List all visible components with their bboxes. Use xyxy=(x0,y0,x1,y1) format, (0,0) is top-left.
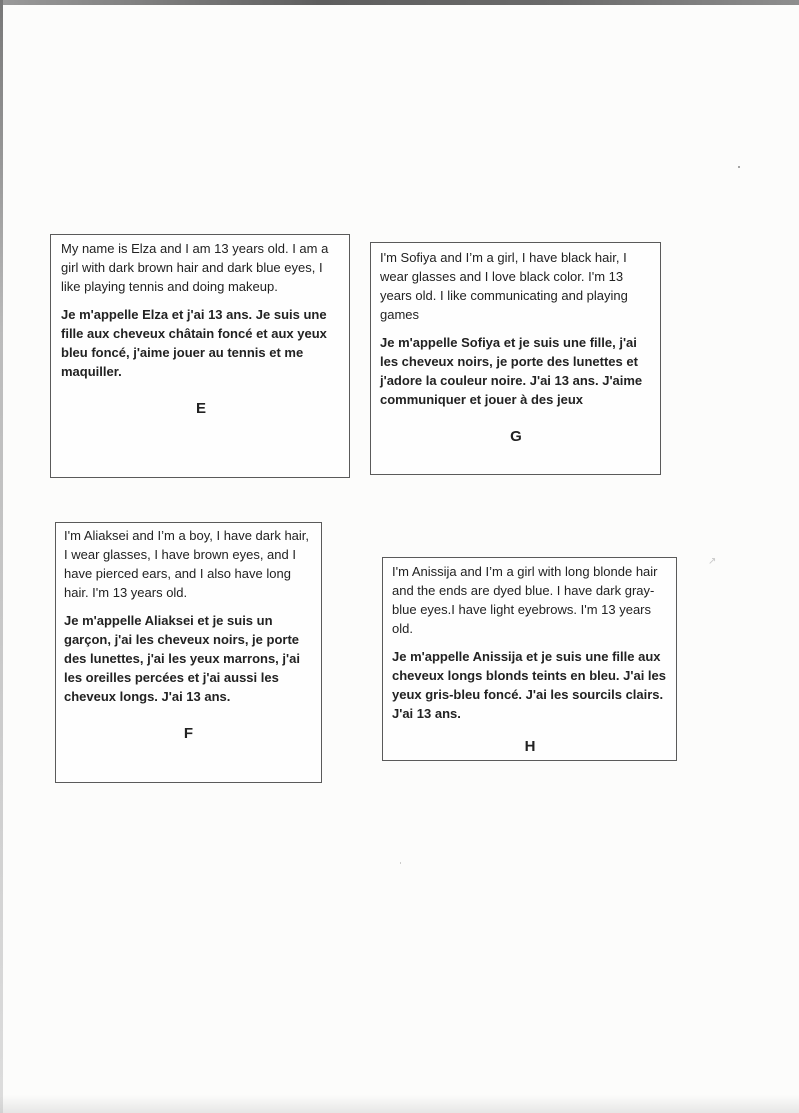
card-g-french: Je m'appelle Sofiya et je suis une fille, j'ai les cheveux noirs, je porte des lunettes et j'adore la couleur noire. J'ai 13 ans. J'aime communiquer et jouer à des jeux xyxy=(380,335,643,407)
card-e-french: Je m'appelle Elza et j'ai 13 ans. Je suis une fille aux cheveux châtain foncé et aux yeux bleu foncé, j'aime jouer au tennis et me maquiller. xyxy=(61,307,327,379)
card-h-english: I'm Anissija and I’m a girl with long blonde hair and the ends are dyed blue. I have dark gray-blue eyes.I have light eyebrows. I'm 13 years old. xyxy=(392,564,658,636)
card-f-french: Je m'appelle Aliaksei et je suis un garçon, j'ai les cheveux noirs, je porte des lunettes, j'ai les yeux marrons, j'ai les oreilles percées et j'ai aussi les cheveux longs. J'ai 13 ans. xyxy=(64,613,300,704)
card-h xyxy=(382,557,677,761)
card-f xyxy=(55,522,322,783)
card-g-letter: G xyxy=(510,428,522,445)
scan-speck xyxy=(400,862,401,864)
card-e xyxy=(50,234,350,478)
card-g xyxy=(370,242,661,475)
card-h-french: Je m'appelle Anissija et je suis une fille aux cheveux longs blonds teints en bleu. J'ai les yeux gris-bleu foncé. J'ai les sourcils clairs. J'ai 13 ans. xyxy=(392,649,666,721)
scan-speck xyxy=(738,166,740,168)
scan-edge-bottom xyxy=(0,1095,799,1113)
scan-edge-top xyxy=(0,0,799,5)
scan-edge-left xyxy=(0,0,3,1113)
card-e-english: My name is Elza and I am 13 years old. I am a girl with dark brown hair and dark blue eyes, I like playing tennis and doing makeup. xyxy=(61,241,329,294)
scan-smudge: ↗ xyxy=(708,556,717,567)
card-g-english: I'm Sofiya and I’m a girl, I have black hair, I wear glasses and I love black color. I'm 13 years old. I like communicating and playing games xyxy=(380,250,628,322)
card-f-letter: F xyxy=(183,725,194,742)
card-e-letter: E xyxy=(195,400,206,417)
card-f-english: I'm Aliaksei and I’m a boy, I have dark hair, I wear glasses, I have brown eyes, and I have pierced ears, and I also have long hair. I'm 13 years old. xyxy=(64,528,310,600)
card-h-letter: H xyxy=(524,738,536,755)
